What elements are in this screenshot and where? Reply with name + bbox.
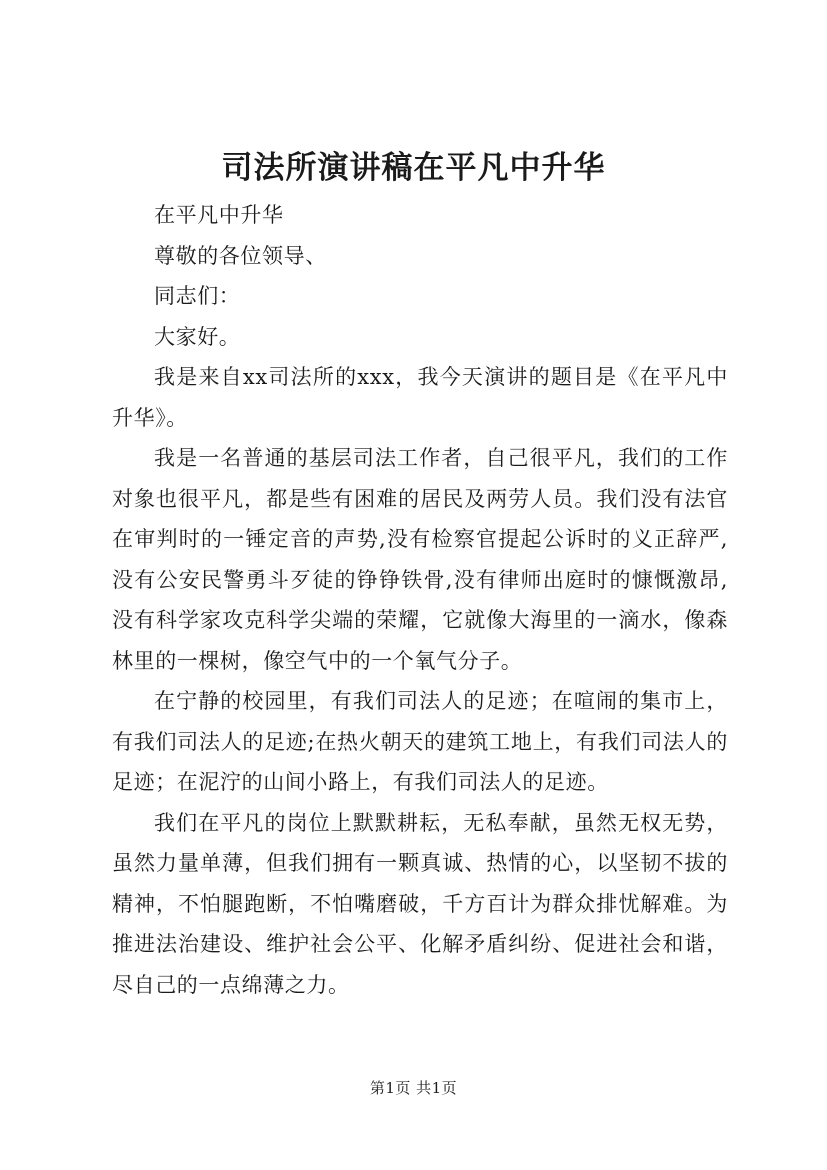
paragraph-salutation-comrades: 同志们： (154, 284, 241, 308)
paragraph-introduction: 我是来自xx司法所的xxx，我今天演讲的题目是《在平凡中升华》。 (112, 365, 728, 430)
paragraph-salutation-leaders: 尊敬的各位领导、 (154, 243, 327, 268)
document-body (112, 195, 728, 1005)
paragraph-greeting: 大家好。 (154, 324, 241, 349)
page-number-footer: 第1页 共1页 (369, 1079, 458, 1097)
paragraph-dedication: 我们在平凡的岗位上默默耕耘，无私奉献，虽然无权无势，虽然力量单薄，但我们拥有一颗真诚、热情的心，以坚韧不拔的精神，不怕腿跑断，不怕嘴磨破，千方百计为群众排忧解难。为推进法治建设、维护社会公平、化解矛盾纠纷、促进社会和谐，尽自己的一点绵薄之力。 (112, 810, 728, 997)
paragraph-footprints: 在宁静的校园里，有我们司法人的足迹；在喧闹的集市上，有我们司法人的足迹;在热火朝天的建筑工地上，有我们司法人的足迹；在泥泞的山间小路上，有我们司法人的足迹。 (112, 689, 728, 794)
paragraph-ordinary-work: 我是一名普通的基层司法工作者，自己很平凡，我们的工作对象也很平凡，都是些有困难的居民及两劳人员。我们没有法官在审判时的一锤定音的声势,没有检察官提起公诉时的义正辞严,没有公安民警勇斗歹徒的铮铮铁骨,没有律师出庭时的慷慨激昂,没有科学家攻克科学尖端的荣耀，它就像大海里的一滴水，像森林里的一棵树，像空气中的一个氧气分子。 (112, 446, 728, 673)
document-title: 司法所演讲稿在平凡中升华 (221, 150, 606, 186)
paragraph-subtitle: 在平凡中升华 (154, 203, 284, 227)
